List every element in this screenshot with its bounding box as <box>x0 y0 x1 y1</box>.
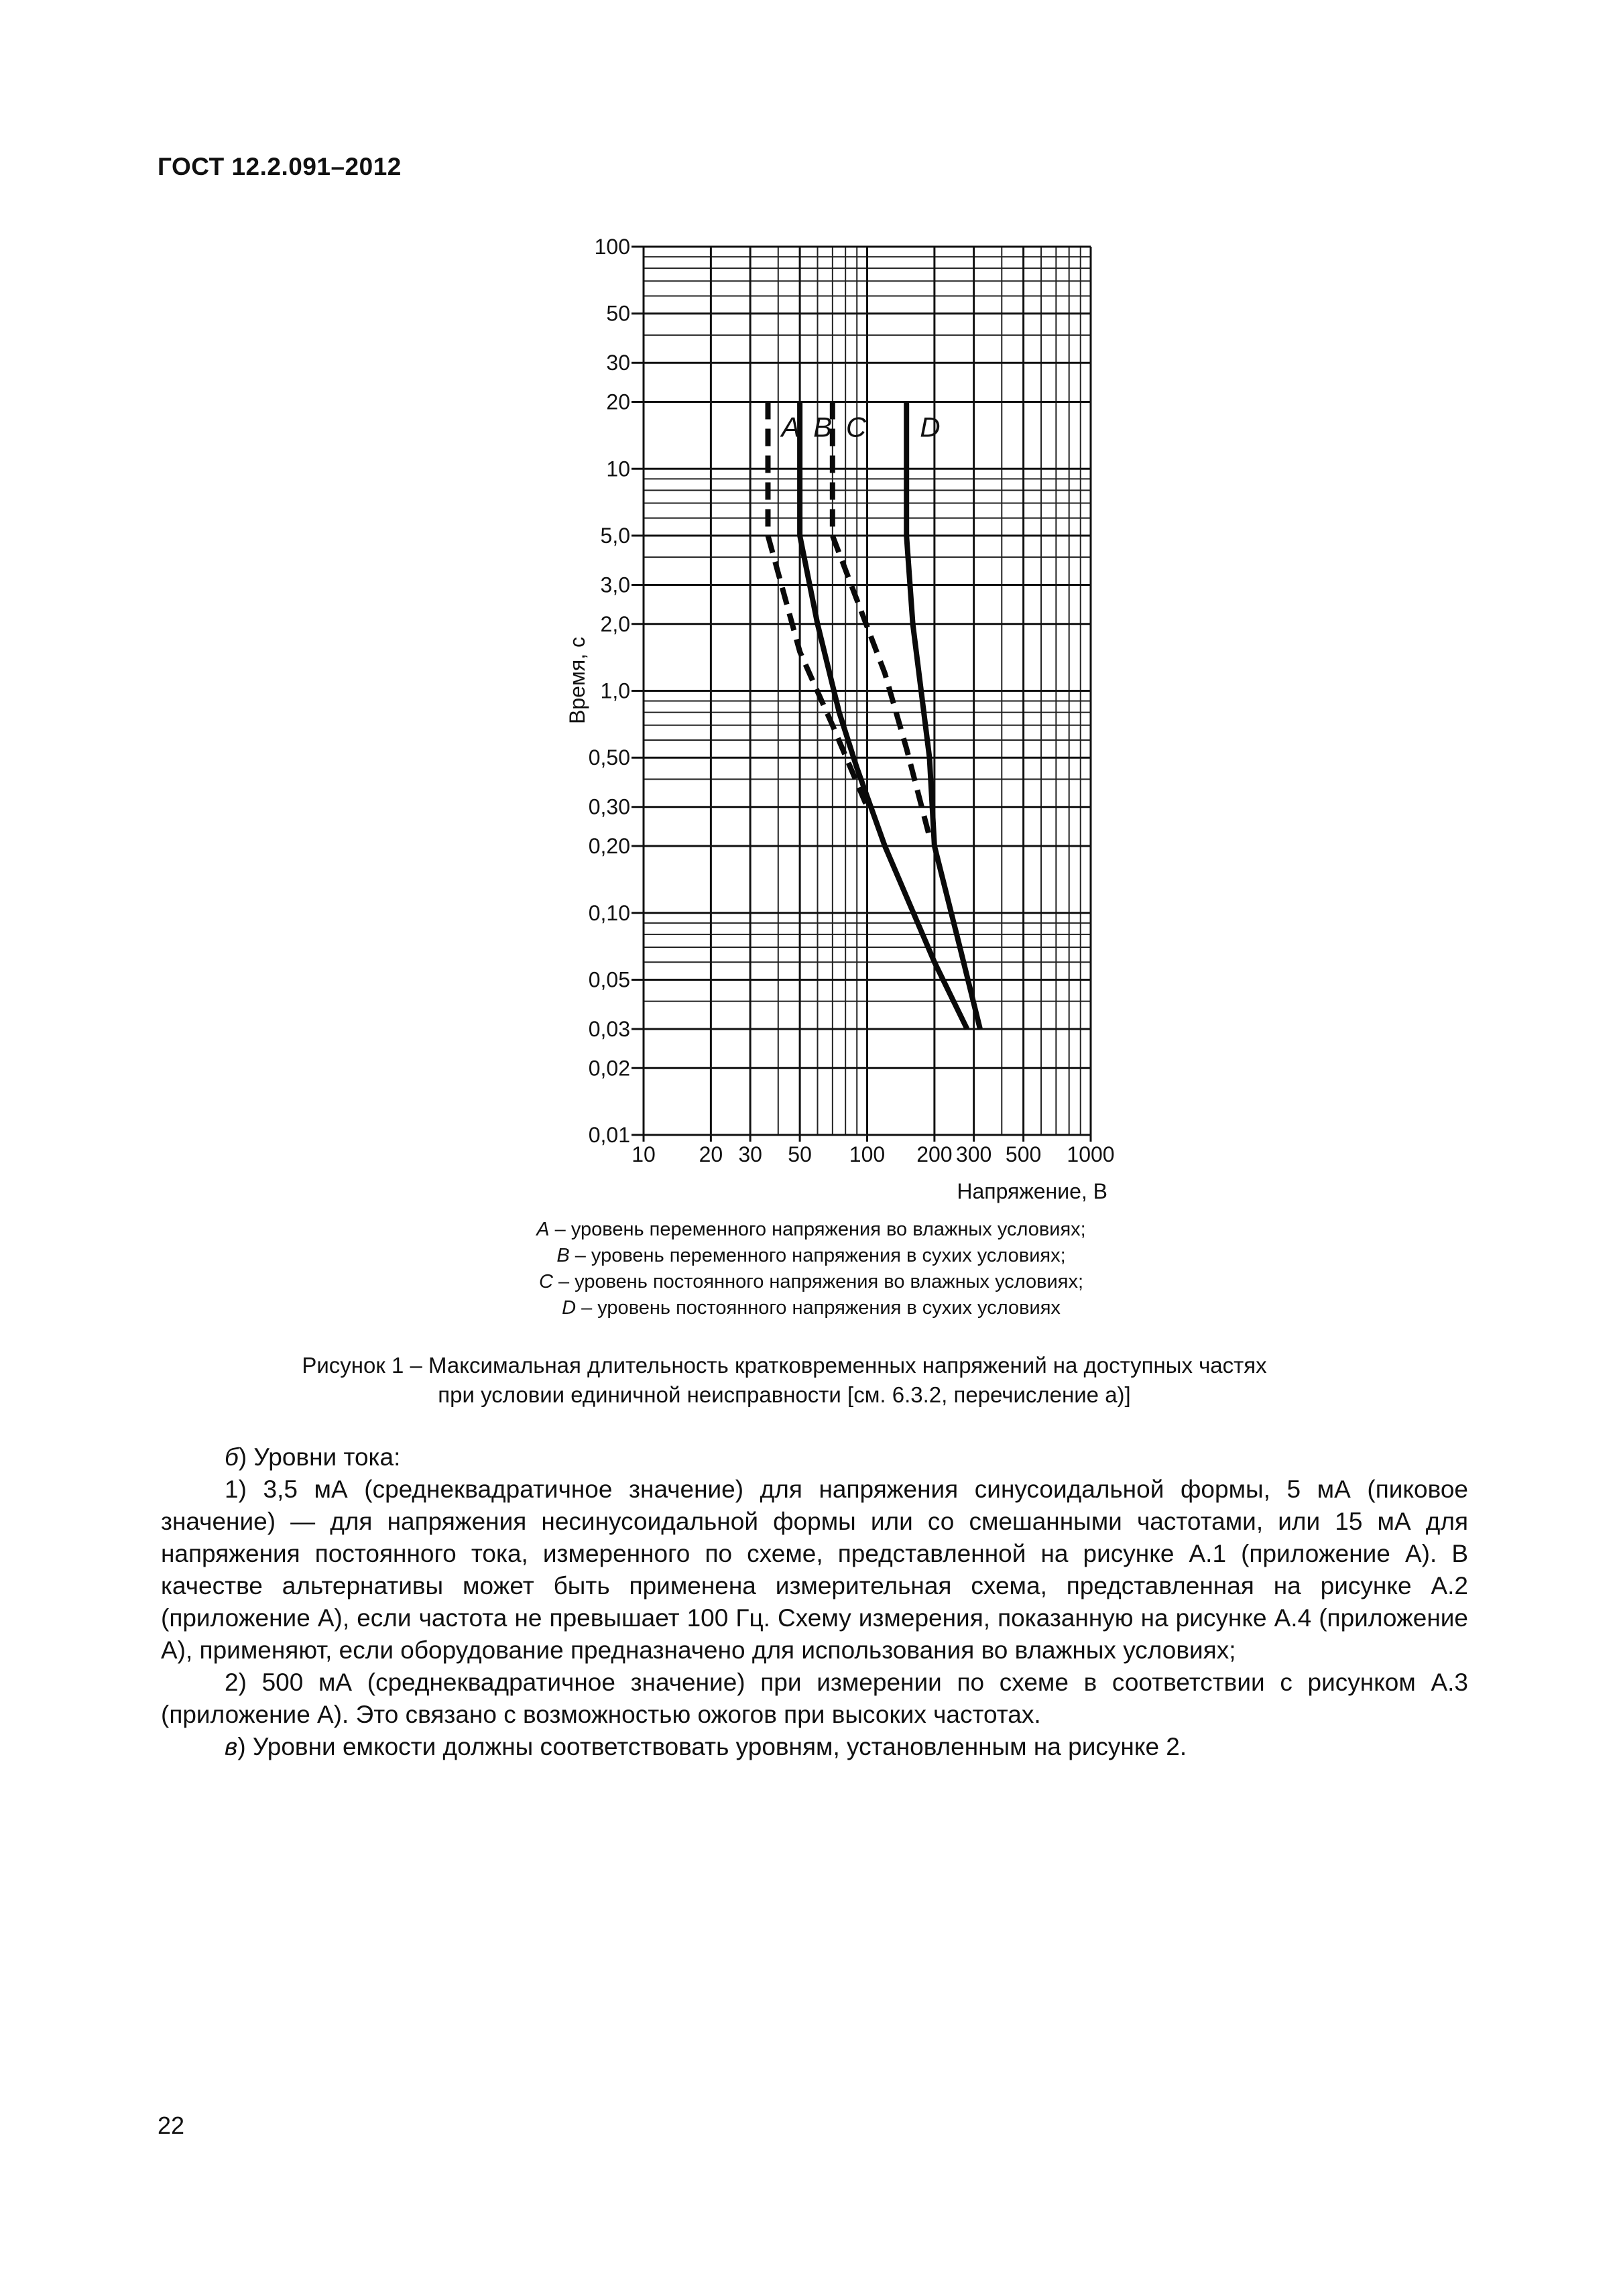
legend-item-c <box>375 1269 1247 1295</box>
page-header-code: ГОСТ 12.2.091–2012 <box>158 153 402 180</box>
paragraph-text: ) Уровни тока: <box>238 1443 401 1471</box>
x-tick-label: 100 <box>849 1142 886 1166</box>
x-tick-label: 30 <box>738 1142 762 1166</box>
legend-letter: C <box>538 1271 553 1292</box>
y-tick-label: 3,0 <box>600 572 630 597</box>
figure-legend <box>375 1217 1247 1321</box>
paragraph-current-levels <box>161 1441 1468 1473</box>
x-tick-label: 1000 <box>1067 1142 1115 1166</box>
y-tick-label: 0,03 <box>588 1016 630 1041</box>
paragraph-capacitance-levels <box>161 1731 1468 1763</box>
y-tick-label: 2,0 <box>600 611 630 636</box>
legend-text: – уровень переменного напряжения во влажных условиях; <box>549 1219 1086 1240</box>
y-tick-label: 20 <box>606 389 630 414</box>
figure-caption <box>241 1351 1327 1410</box>
paragraph-item-2: 2) 500 мА (среднеквадратичное значение) при измерении по схеме в соответствии с рисунком А.3 (приложение А). Это связано с возможностью ожогов при высоких частотах. <box>161 1669 1468 1728</box>
series-label-c: C <box>845 411 867 443</box>
paragraph-item-1: 1) 3,5 мА (среднеквадратичное значение) для напряжения синусоидальной формы, 5 мА (пиковое значение) — для напряжения несинусоидальной формы или со смешанными частотами, или 15 мА для напряжения постоянного тока, измеренного по схеме, представленной на рисунке А.1 (приложение А). В качестве альтернативы может быть применена измерительная схема, представленная на рисунке А.2 (приложение А), если частота не превышает 100 Гц. Схему измерения, показанную на рисунке А.4 (приложение А), применяют, если оборудование предназначено для использования во влажных условиях; <box>161 1475 1468 1664</box>
legend-text: – уровень переменного напряжения в сухих условиях; <box>569 1245 1066 1266</box>
legend-item-b <box>375 1243 1247 1269</box>
series-label-b: B <box>813 411 833 443</box>
x-tick-label: 50 <box>788 1142 812 1166</box>
caption-line-1: Рисунок 1 – Максимальная длительность кратковременных напряжений на доступных частях <box>302 1353 1267 1378</box>
y-tick-label: 0,10 <box>588 900 630 925</box>
y-tick-label: 100 <box>594 235 630 259</box>
legend-text: – уровень постоянного напряжения во влажных условиях; <box>552 1271 1084 1292</box>
series-label-d: D <box>920 411 941 443</box>
x-tick-label: 10 <box>632 1142 656 1166</box>
y-tick-label: 0,02 <box>588 1056 630 1081</box>
caption-line-2: при условии единичной неисправности [см. 6.3.2, перечисление а)] <box>438 1382 1131 1407</box>
y-tick-label: 0,30 <box>588 794 630 819</box>
legend-letter: B <box>556 1245 570 1266</box>
y-tick-label: 0,05 <box>588 967 630 992</box>
legend-letter: D <box>562 1297 577 1319</box>
legend-text: – уровень постоянного напряжения в сухих условиях <box>576 1297 1061 1319</box>
page-number: 22 <box>158 2112 185 2139</box>
y-tick-label: 0,20 <box>588 834 630 859</box>
x-axis-label: Напряжение, В <box>957 1179 1107 1203</box>
paragraph-text: ) Уровни емкости должны соответствовать уровням, установленным на рисунке 2. <box>237 1733 1187 1760</box>
legend-item-d <box>375 1295 1247 1321</box>
y-tick-label: 0,50 <box>588 745 630 770</box>
y-tick-label: 50 <box>606 301 630 326</box>
x-tick-label: 200 <box>916 1142 953 1166</box>
list-marker: б <box>225 1443 239 1471</box>
x-tick-label: 500 <box>1005 1142 1042 1166</box>
x-tick-label: 300 <box>955 1142 992 1166</box>
legend-letter: A <box>536 1219 550 1240</box>
body-text <box>161 1441 1468 1763</box>
y-axis-label: Время, с <box>565 636 589 725</box>
y-tick-label: 5,0 <box>600 523 630 548</box>
y-tick-label: 1,0 <box>600 678 630 703</box>
y-tick-label: 0,01 <box>588 1123 630 1147</box>
list-marker: в <box>225 1733 238 1760</box>
legend-item-a <box>375 1217 1247 1243</box>
y-tick-label: 10 <box>606 457 630 481</box>
x-tick-label: 20 <box>699 1142 723 1166</box>
series-label-a: A <box>781 411 800 443</box>
y-tick-label: 30 <box>606 351 630 375</box>
